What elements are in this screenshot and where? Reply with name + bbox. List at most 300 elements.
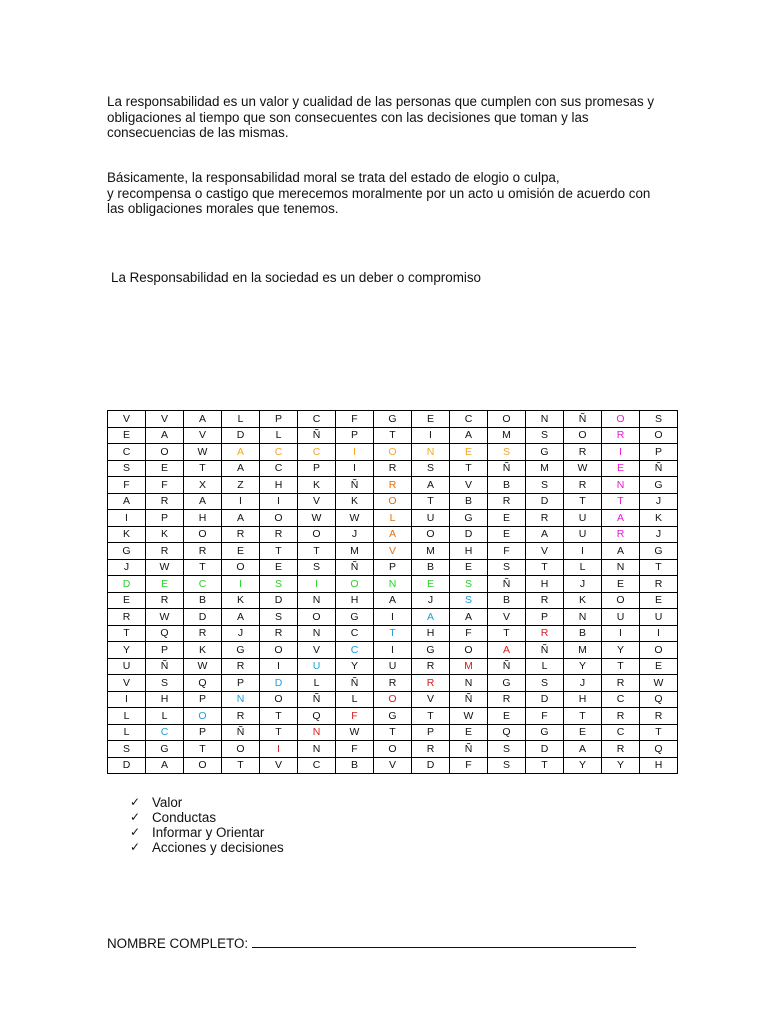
grid-cell: C	[260, 460, 298, 477]
grid-cell: V	[298, 642, 336, 659]
grid-cell: S	[488, 741, 526, 758]
grid-cell: R	[412, 675, 450, 692]
grid-row	[108, 493, 678, 510]
grid-cell: C	[146, 724, 184, 741]
grid-cell: J	[564, 675, 602, 692]
grid-cell: I	[336, 460, 374, 477]
grid-cell: A	[412, 477, 450, 494]
grid-cell: D	[526, 691, 564, 708]
grid-cell: O	[222, 741, 260, 758]
grid-cell: R	[412, 741, 450, 758]
grid-cell: Y	[564, 658, 602, 675]
grid-cell: A	[146, 427, 184, 444]
checkmark-icon: ✓	[130, 810, 141, 824]
grid-cell: T	[374, 625, 412, 642]
grid-cell: A	[602, 510, 640, 527]
grid-cell: W	[336, 724, 374, 741]
grid-cell: B	[336, 757, 374, 774]
grid-cell: O	[260, 691, 298, 708]
grid-cell: E	[450, 724, 488, 741]
grid-cell: R	[222, 658, 260, 675]
grid-cell: R	[640, 576, 678, 593]
grid-cell: O	[640, 642, 678, 659]
grid-cell: T	[184, 559, 222, 576]
grid-cell: W	[450, 708, 488, 725]
grid-cell: I	[640, 625, 678, 642]
grid-cell: T	[184, 741, 222, 758]
grid-cell: W	[184, 658, 222, 675]
grid-cell: Ñ	[526, 642, 564, 659]
grid-cell: T	[564, 708, 602, 725]
grid-cell: D	[526, 493, 564, 510]
grid-cell: T	[374, 724, 412, 741]
grid-cell: G	[412, 642, 450, 659]
grid-cell: P	[526, 609, 564, 626]
grid-cell: H	[640, 757, 678, 774]
grid-cell: I	[108, 691, 146, 708]
grid-cell: B	[488, 592, 526, 609]
grid-cell: J	[640, 493, 678, 510]
grid-cell: W	[146, 609, 184, 626]
grid-row	[108, 675, 678, 692]
grid-cell: R	[260, 526, 298, 543]
grid-cell: E	[602, 460, 640, 477]
grid-cell: I	[108, 510, 146, 527]
grid-cell: O	[222, 559, 260, 576]
grid-cell: M	[450, 658, 488, 675]
checkmark-icon: ✓	[130, 840, 141, 854]
grid-cell: G	[488, 675, 526, 692]
grid-cell: R	[374, 477, 412, 494]
grid-cell: B	[412, 559, 450, 576]
grid-cell: N	[450, 675, 488, 692]
grid-cell: T	[222, 757, 260, 774]
grid-cell: Ñ	[640, 460, 678, 477]
grid-cell: G	[108, 543, 146, 560]
grid-cell: Y	[564, 757, 602, 774]
grid-cell: T	[526, 559, 564, 576]
grid-row	[108, 427, 678, 444]
grid-cell: R	[526, 625, 564, 642]
grid-cell: G	[374, 708, 412, 725]
grid-cell: T	[108, 625, 146, 642]
grid-cell: W	[298, 510, 336, 527]
grid-cell: V	[374, 757, 412, 774]
grid-row	[108, 543, 678, 560]
grid-cell: A	[184, 493, 222, 510]
grid-cell: P	[222, 675, 260, 692]
grid-cell: Ñ	[336, 559, 374, 576]
grid-cell: R	[146, 493, 184, 510]
grid-cell: V	[184, 427, 222, 444]
society-paragraph: La Responsabilidad en la sociedad es un deber o compromiso	[111, 270, 481, 285]
grid-cell: I	[222, 576, 260, 593]
grid-row	[108, 460, 678, 477]
grid-cell: M	[336, 543, 374, 560]
grid-cell: O	[374, 493, 412, 510]
grid-cell: R	[184, 543, 222, 560]
grid-cell: N	[298, 741, 336, 758]
grid-cell: S	[260, 609, 298, 626]
grid-cell: U	[298, 658, 336, 675]
grid-cell: D	[260, 592, 298, 609]
grid-cell: R	[412, 658, 450, 675]
grid-cell: H	[412, 625, 450, 642]
grid-cell: Y	[108, 642, 146, 659]
grid-cell: Y	[602, 642, 640, 659]
grid-cell: Ñ	[450, 741, 488, 758]
grid-cell: W	[564, 460, 602, 477]
grid-cell: M	[526, 460, 564, 477]
grid-cell: H	[450, 543, 488, 560]
grid-cell: C	[602, 724, 640, 741]
grid-cell: A	[184, 411, 222, 428]
grid-cell: S	[488, 444, 526, 461]
grid-cell: G	[450, 510, 488, 527]
word-list-label: Acciones y decisiones	[152, 840, 284, 855]
grid-cell: Z	[222, 477, 260, 494]
grid-cell: P	[336, 427, 374, 444]
grid-cell: L	[222, 411, 260, 428]
grid-cell: Ñ	[298, 691, 336, 708]
grid-cell: I	[602, 444, 640, 461]
grid-cell: R	[602, 675, 640, 692]
grid-cell: C	[336, 642, 374, 659]
grid-cell: E	[412, 411, 450, 428]
grid-cell: L	[108, 724, 146, 741]
grid-cell: O	[374, 444, 412, 461]
grid-cell: V	[488, 609, 526, 626]
grid-cell: A	[374, 526, 412, 543]
grid-cell: C	[450, 411, 488, 428]
grid-cell: I	[374, 642, 412, 659]
grid-cell: K	[108, 526, 146, 543]
grid-cell: S	[526, 477, 564, 494]
grid-cell: O	[602, 411, 640, 428]
grid-cell: A	[526, 526, 564, 543]
grid-cell: E	[602, 576, 640, 593]
grid-cell: Q	[146, 625, 184, 642]
grid-cell: V	[260, 757, 298, 774]
grid-cell: R	[602, 526, 640, 543]
intro-paragraph: La responsabilidad es un valor y cualidad de las personas que cumplen con sus promesas y obligaciones al tiempo que son consecuentes con las decisiones que toman y las consecuencias de las mismas.	[107, 94, 655, 140]
moral-paragraph-line1: Básicamente, la responsabilidad moral se trata del estado de elogio o culpa,	[107, 170, 560, 185]
grid-cell: U	[640, 609, 678, 626]
grid-cell: N	[602, 477, 640, 494]
grid-cell: M	[488, 427, 526, 444]
grid-cell: B	[488, 477, 526, 494]
grid-cell: L	[146, 708, 184, 725]
grid-cell: A	[108, 493, 146, 510]
grid-cell: C	[298, 411, 336, 428]
grid-cell: T	[184, 460, 222, 477]
word-list-item	[130, 795, 284, 810]
grid-cell: J	[640, 526, 678, 543]
grid-cell: R	[488, 691, 526, 708]
grid-cell: F	[336, 411, 374, 428]
grid-cell: O	[374, 741, 412, 758]
grid-cell: C	[184, 576, 222, 593]
grid-cell: A	[450, 427, 488, 444]
grid-cell: R	[602, 708, 640, 725]
grid-cell: A	[374, 592, 412, 609]
grid-cell: R	[374, 460, 412, 477]
grid-cell: H	[146, 691, 184, 708]
grid-cell: I	[564, 543, 602, 560]
grid-cell: S	[108, 460, 146, 477]
grid-cell: T	[260, 724, 298, 741]
grid-cell: L	[336, 691, 374, 708]
grid-cell: O	[336, 576, 374, 593]
grid-cell: R	[222, 526, 260, 543]
grid-cell: R	[184, 625, 222, 642]
grid-row	[108, 708, 678, 725]
grid-cell: O	[260, 510, 298, 527]
grid-cell: D	[108, 757, 146, 774]
grid-row	[108, 625, 678, 642]
grid-cell: T	[260, 543, 298, 560]
grid-cell: E	[222, 543, 260, 560]
grid-cell: V	[108, 411, 146, 428]
grid-cell: N	[298, 592, 336, 609]
grid-cell: O	[488, 411, 526, 428]
grid-cell: D	[412, 757, 450, 774]
grid-cell: V	[298, 493, 336, 510]
grid-cell: N	[602, 559, 640, 576]
grid-cell: I	[260, 741, 298, 758]
word-list-label: Informar y Orientar	[152, 825, 265, 840]
grid-cell: L	[374, 510, 412, 527]
grid-cell: I	[374, 609, 412, 626]
grid-cell: A	[222, 444, 260, 461]
word-list-item	[130, 840, 284, 855]
grid-cell: S	[526, 427, 564, 444]
word-list-item	[130, 825, 284, 840]
grid-cell: B	[184, 592, 222, 609]
grid-cell: E	[488, 526, 526, 543]
grid-cell: G	[374, 411, 412, 428]
grid-cell: S	[450, 576, 488, 593]
grid-cell: U	[412, 510, 450, 527]
grid-cell: G	[222, 642, 260, 659]
grid-cell: A	[564, 741, 602, 758]
grid-cell: S	[450, 592, 488, 609]
grid-row	[108, 559, 678, 576]
grid-cell: R	[526, 592, 564, 609]
grid-cell: T	[374, 427, 412, 444]
grid-cell: N	[526, 411, 564, 428]
grid-cell: R	[526, 510, 564, 527]
grid-cell: Y	[602, 757, 640, 774]
grid-cell: W	[146, 559, 184, 576]
grid-cell: U	[108, 658, 146, 675]
grid-cell: G	[526, 724, 564, 741]
grid-cell: A	[222, 460, 260, 477]
grid-cell: V	[412, 691, 450, 708]
grid-cell: I	[412, 427, 450, 444]
grid-row	[108, 477, 678, 494]
grid-cell: T	[640, 559, 678, 576]
grid-cell: L	[564, 559, 602, 576]
grid-cell: O	[260, 642, 298, 659]
grid-cell: I	[336, 444, 374, 461]
grid-cell: A	[222, 510, 260, 527]
grid-cell: K	[222, 592, 260, 609]
grid-cell: M	[564, 642, 602, 659]
grid-cell: I	[260, 658, 298, 675]
grid-cell: U	[564, 526, 602, 543]
grid-row	[108, 526, 678, 543]
grid-cell: E	[260, 559, 298, 576]
grid-cell: E	[108, 592, 146, 609]
grid-cell: F	[488, 543, 526, 560]
grid-cell: Ñ	[488, 460, 526, 477]
grid-cell: C	[260, 444, 298, 461]
grid-cell: D	[450, 526, 488, 543]
grid-cell: A	[488, 642, 526, 659]
grid-cell: C	[298, 444, 336, 461]
grid-cell: U	[564, 510, 602, 527]
grid-cell: I	[298, 576, 336, 593]
grid-row	[108, 576, 678, 593]
word-list-label: Conductas	[152, 810, 217, 825]
grid-cell: A	[146, 757, 184, 774]
grid-cell: K	[298, 477, 336, 494]
grid-cell: S	[412, 460, 450, 477]
grid-cell: O	[298, 526, 336, 543]
grid-cell: B	[450, 493, 488, 510]
grid-cell: F	[108, 477, 146, 494]
grid-cell: S	[260, 576, 298, 593]
grid-cell: E	[108, 427, 146, 444]
grid-cell: E	[488, 708, 526, 725]
grid-cell: X	[184, 477, 222, 494]
grid-cell: R	[488, 493, 526, 510]
grid-cell: E	[564, 724, 602, 741]
checkmark-icon: ✓	[130, 825, 141, 839]
grid-cell: R	[602, 741, 640, 758]
checkmark-icon: ✓	[130, 795, 141, 809]
name-underline[interactable]	[252, 934, 636, 948]
grid-cell: W	[336, 510, 374, 527]
grid-cell: C	[602, 691, 640, 708]
grid-cell: K	[640, 510, 678, 527]
grid-cell: R	[602, 427, 640, 444]
grid-cell: T	[298, 543, 336, 560]
grid-cell: Ñ	[146, 658, 184, 675]
grid-cell: U	[602, 609, 640, 626]
grid-cell: N	[298, 724, 336, 741]
grid-cell: O	[640, 427, 678, 444]
word-search-grid	[107, 410, 678, 774]
word-list	[130, 795, 284, 855]
grid-cell: R	[260, 625, 298, 642]
name-field	[107, 934, 636, 951]
grid-cell: H	[336, 592, 374, 609]
grid-cell: K	[146, 526, 184, 543]
grid-row	[108, 741, 678, 758]
grid-cell: P	[184, 724, 222, 741]
grid-cell: T	[564, 493, 602, 510]
grid-cell: T	[412, 493, 450, 510]
grid-cell: J	[564, 576, 602, 593]
grid-cell: T	[602, 658, 640, 675]
grid-cell: F	[526, 708, 564, 725]
grid-cell: F	[450, 625, 488, 642]
name-label: NOMBRE COMPLETO:	[107, 936, 249, 951]
grid-cell: C	[336, 625, 374, 642]
grid-cell: A	[222, 609, 260, 626]
grid-cell: L	[108, 708, 146, 725]
grid-row	[108, 444, 678, 461]
grid-cell: R	[108, 609, 146, 626]
grid-cell: Ñ	[450, 691, 488, 708]
grid-cell: S	[488, 559, 526, 576]
grid-cell: H	[260, 477, 298, 494]
grid-cell: P	[412, 724, 450, 741]
grid-cell: Ñ	[222, 724, 260, 741]
grid-row	[108, 609, 678, 626]
grid-cell: W	[640, 675, 678, 692]
grid-cell: O	[298, 609, 336, 626]
grid-cell: D	[222, 427, 260, 444]
grid-cell: S	[108, 741, 146, 758]
grid-cell: V	[108, 675, 146, 692]
grid-row	[108, 592, 678, 609]
grid-cell: J	[222, 625, 260, 642]
grid-cell: J	[108, 559, 146, 576]
grid-cell: F	[336, 708, 374, 725]
grid-cell: E	[450, 559, 488, 576]
grid-cell: J	[412, 592, 450, 609]
grid-cell: D	[184, 609, 222, 626]
grid-cell: V	[526, 543, 564, 560]
grid-cell: O	[412, 526, 450, 543]
grid-cell: L	[298, 675, 336, 692]
grid-cell: E	[488, 510, 526, 527]
grid-cell: P	[374, 559, 412, 576]
grid-row	[108, 724, 678, 741]
grid-cell: Q	[298, 708, 336, 725]
grid-cell: E	[146, 576, 184, 593]
grid-cell: Q	[184, 675, 222, 692]
grid-cell: P	[146, 510, 184, 527]
word-list-item	[130, 810, 284, 825]
grid-cell: G	[146, 741, 184, 758]
grid-cell: N	[298, 625, 336, 642]
grid-cell: A	[602, 543, 640, 560]
grid-cell: P	[640, 444, 678, 461]
grid-cell: O	[374, 691, 412, 708]
grid-cell: V	[146, 411, 184, 428]
grid-cell: O	[146, 444, 184, 461]
grid-cell: B	[564, 625, 602, 642]
grid-cell: T	[602, 493, 640, 510]
grid-cell: C	[298, 757, 336, 774]
grid-cell: N	[374, 576, 412, 593]
word-list-label: Valor	[152, 795, 183, 810]
grid-cell: C	[108, 444, 146, 461]
grid-cell: S	[640, 411, 678, 428]
grid-cell: N	[564, 609, 602, 626]
grid-cell: V	[374, 543, 412, 560]
grid-cell: D	[526, 741, 564, 758]
grid-cell: Ñ	[336, 675, 374, 692]
grid-cell: O	[450, 642, 488, 659]
grid-cell: N	[412, 444, 450, 461]
grid-cell: S	[526, 675, 564, 692]
grid-cell: N	[222, 691, 260, 708]
